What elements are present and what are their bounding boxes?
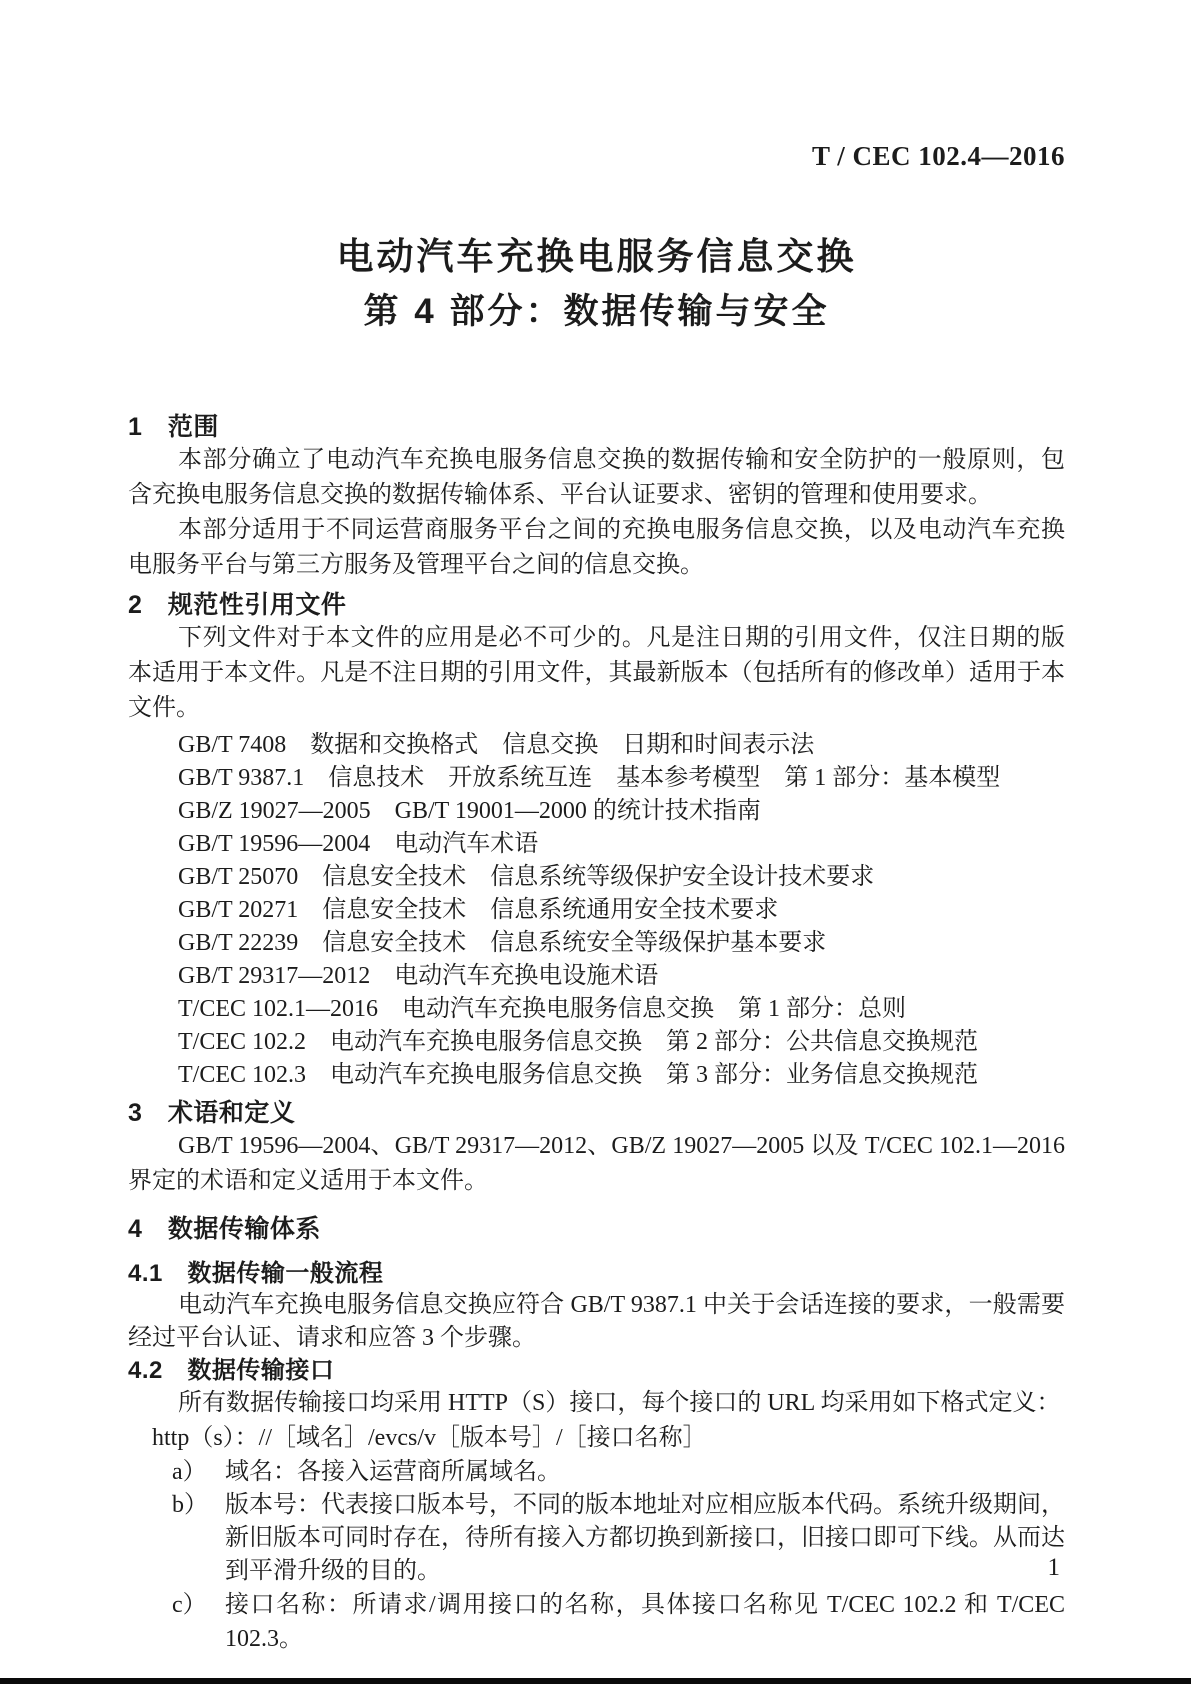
section-4-2-heading: 4.2 数据传输接口 xyxy=(128,1357,335,1384)
reference-item: GB/T 22239 信息安全技术 信息系统安全等级保护基本要求 xyxy=(178,930,827,956)
page-content xyxy=(128,0,1065,1656)
section-4-1-paragraph-1: 电动汽车充换电服务信息交换应符合 GB/T 9387.1 中关于会话连接的要求，一般需要经过平台认证、请求和应答 3 个步骤。 xyxy=(128,1292,1065,1351)
section-4-2-paragraph-1: 所有数据传输接口均采用 HTTP（S）接口，每个接口的 URL 均采用如下格式定义： xyxy=(178,1390,1061,1416)
section-3-paragraph-1: GB/T 19596—2004、GB/T 29317—2012、GB/Z 19027—2005 以及 T/CEC 102.1—2016 界定的术语和定义适用于本文件。 xyxy=(128,1133,1065,1194)
standard-number: T / CEC 102.4—2016 xyxy=(811,141,1065,171)
reference-item: GB/T 9387.1 信息技术 开放系统互连 基本参考模型 第 1 部分：基本模型 xyxy=(178,765,1001,791)
section-3-heading: 3 术语和定义 xyxy=(128,1099,296,1127)
section-2-intro: 下列文件对于本文件的应用是必不可少的。凡是注日期的引用文件，仅注日期的版本适用于本文件。凡是不注日期的引用文件，其最新版本（包括所有的修改单）适用于本文件。 xyxy=(128,625,1065,721)
list-item-a xyxy=(128,1455,1065,1489)
list-item-a-text: 域名：各接入运营商所属域名。 xyxy=(225,1459,561,1485)
reference-item: T/CEC 102.3 电动汽车充换电服务信息交换 第 3 部分：业务信息交换规范 xyxy=(178,1062,979,1088)
list-item-b-marker: b） xyxy=(172,1492,208,1518)
list-item-b xyxy=(128,1489,1065,1588)
reference-item: GB/T 20271 信息安全技术 信息系统通用安全技术要求 xyxy=(178,897,779,923)
url-format-line: http（s）：//［域名］/evcs/v［版本号］/［接口名称］ xyxy=(152,1425,707,1451)
url-components-list xyxy=(128,1455,1065,1656)
list-item-c xyxy=(128,1588,1065,1656)
page-number: 1 xyxy=(1047,1554,1060,1581)
reference-item: GB/T 29317—2012 电动汽车充换电设施术语 xyxy=(178,963,659,989)
reference-item: GB/T 25070 信息安全技术 信息系统等级保护安全设计技术要求 xyxy=(178,864,875,890)
section-4-1-heading: 4.1 数据传输一般流程 xyxy=(128,1260,384,1287)
list-item-b-text: 版本号：代表接口版本号，不同的版本地址对应相应版本代码。系统升级期间，新旧版本可同时存在，待所有接入方都切换到新接口，旧接口即可下线。从而达到平滑升级的目的。 xyxy=(225,1492,1065,1584)
normative-references-list xyxy=(128,729,1065,1092)
scan-bottom-edge xyxy=(0,1678,1191,1684)
section-4-heading: 4 数据传输体系 xyxy=(128,1215,321,1243)
document-subtitle: 第 4 部分：数据传输与安全 xyxy=(363,292,830,331)
section-1-heading: 1 范围 xyxy=(128,413,219,441)
document-title: 电动汽车充换电服务信息交换 xyxy=(336,236,857,277)
reference-item: GB/T 19596—2004 电动汽车术语 xyxy=(178,831,539,857)
reference-item: T/CEC 102.1—2016 电动汽车充换电服务信息交换 第 1 部分：总则 xyxy=(178,996,907,1022)
reference-item: T/CEC 102.2 电动汽车充换电服务信息交换 第 2 部分：公共信息交换规范 xyxy=(178,1029,979,1055)
list-item-c-text: 接口名称：所请求/调用接口的名称，具体接口名称见 T/CEC 102.2 和 T/CEC 102.3。 xyxy=(225,1592,1065,1652)
reference-item: GB/T 7408 数据和交换格式 信息交换 日期和时间表示法 xyxy=(178,732,815,758)
section-1-paragraph-1: 本部分确立了电动汽车充换电服务信息交换的数据传输和安全防护的一般原则，包含充换电服务信息交换的数据传输体系、平台认证要求、密钥的管理和使用要求。 xyxy=(128,447,1065,508)
list-item-a-marker: a） xyxy=(172,1459,207,1485)
section-1-paragraph-2: 本部分适用于不同运营商服务平台之间的充换电服务信息交换，以及电动汽车充换电服务平台与第三方服务及管理平台之间的信息交换。 xyxy=(128,517,1065,578)
reference-item: GB/Z 19027—2005 GB/T 19001—2000 的统计技术指南 xyxy=(178,798,761,824)
section-2-heading: 2 规范性引用文件 xyxy=(128,591,347,619)
list-item-c-marker: c） xyxy=(172,1592,207,1618)
